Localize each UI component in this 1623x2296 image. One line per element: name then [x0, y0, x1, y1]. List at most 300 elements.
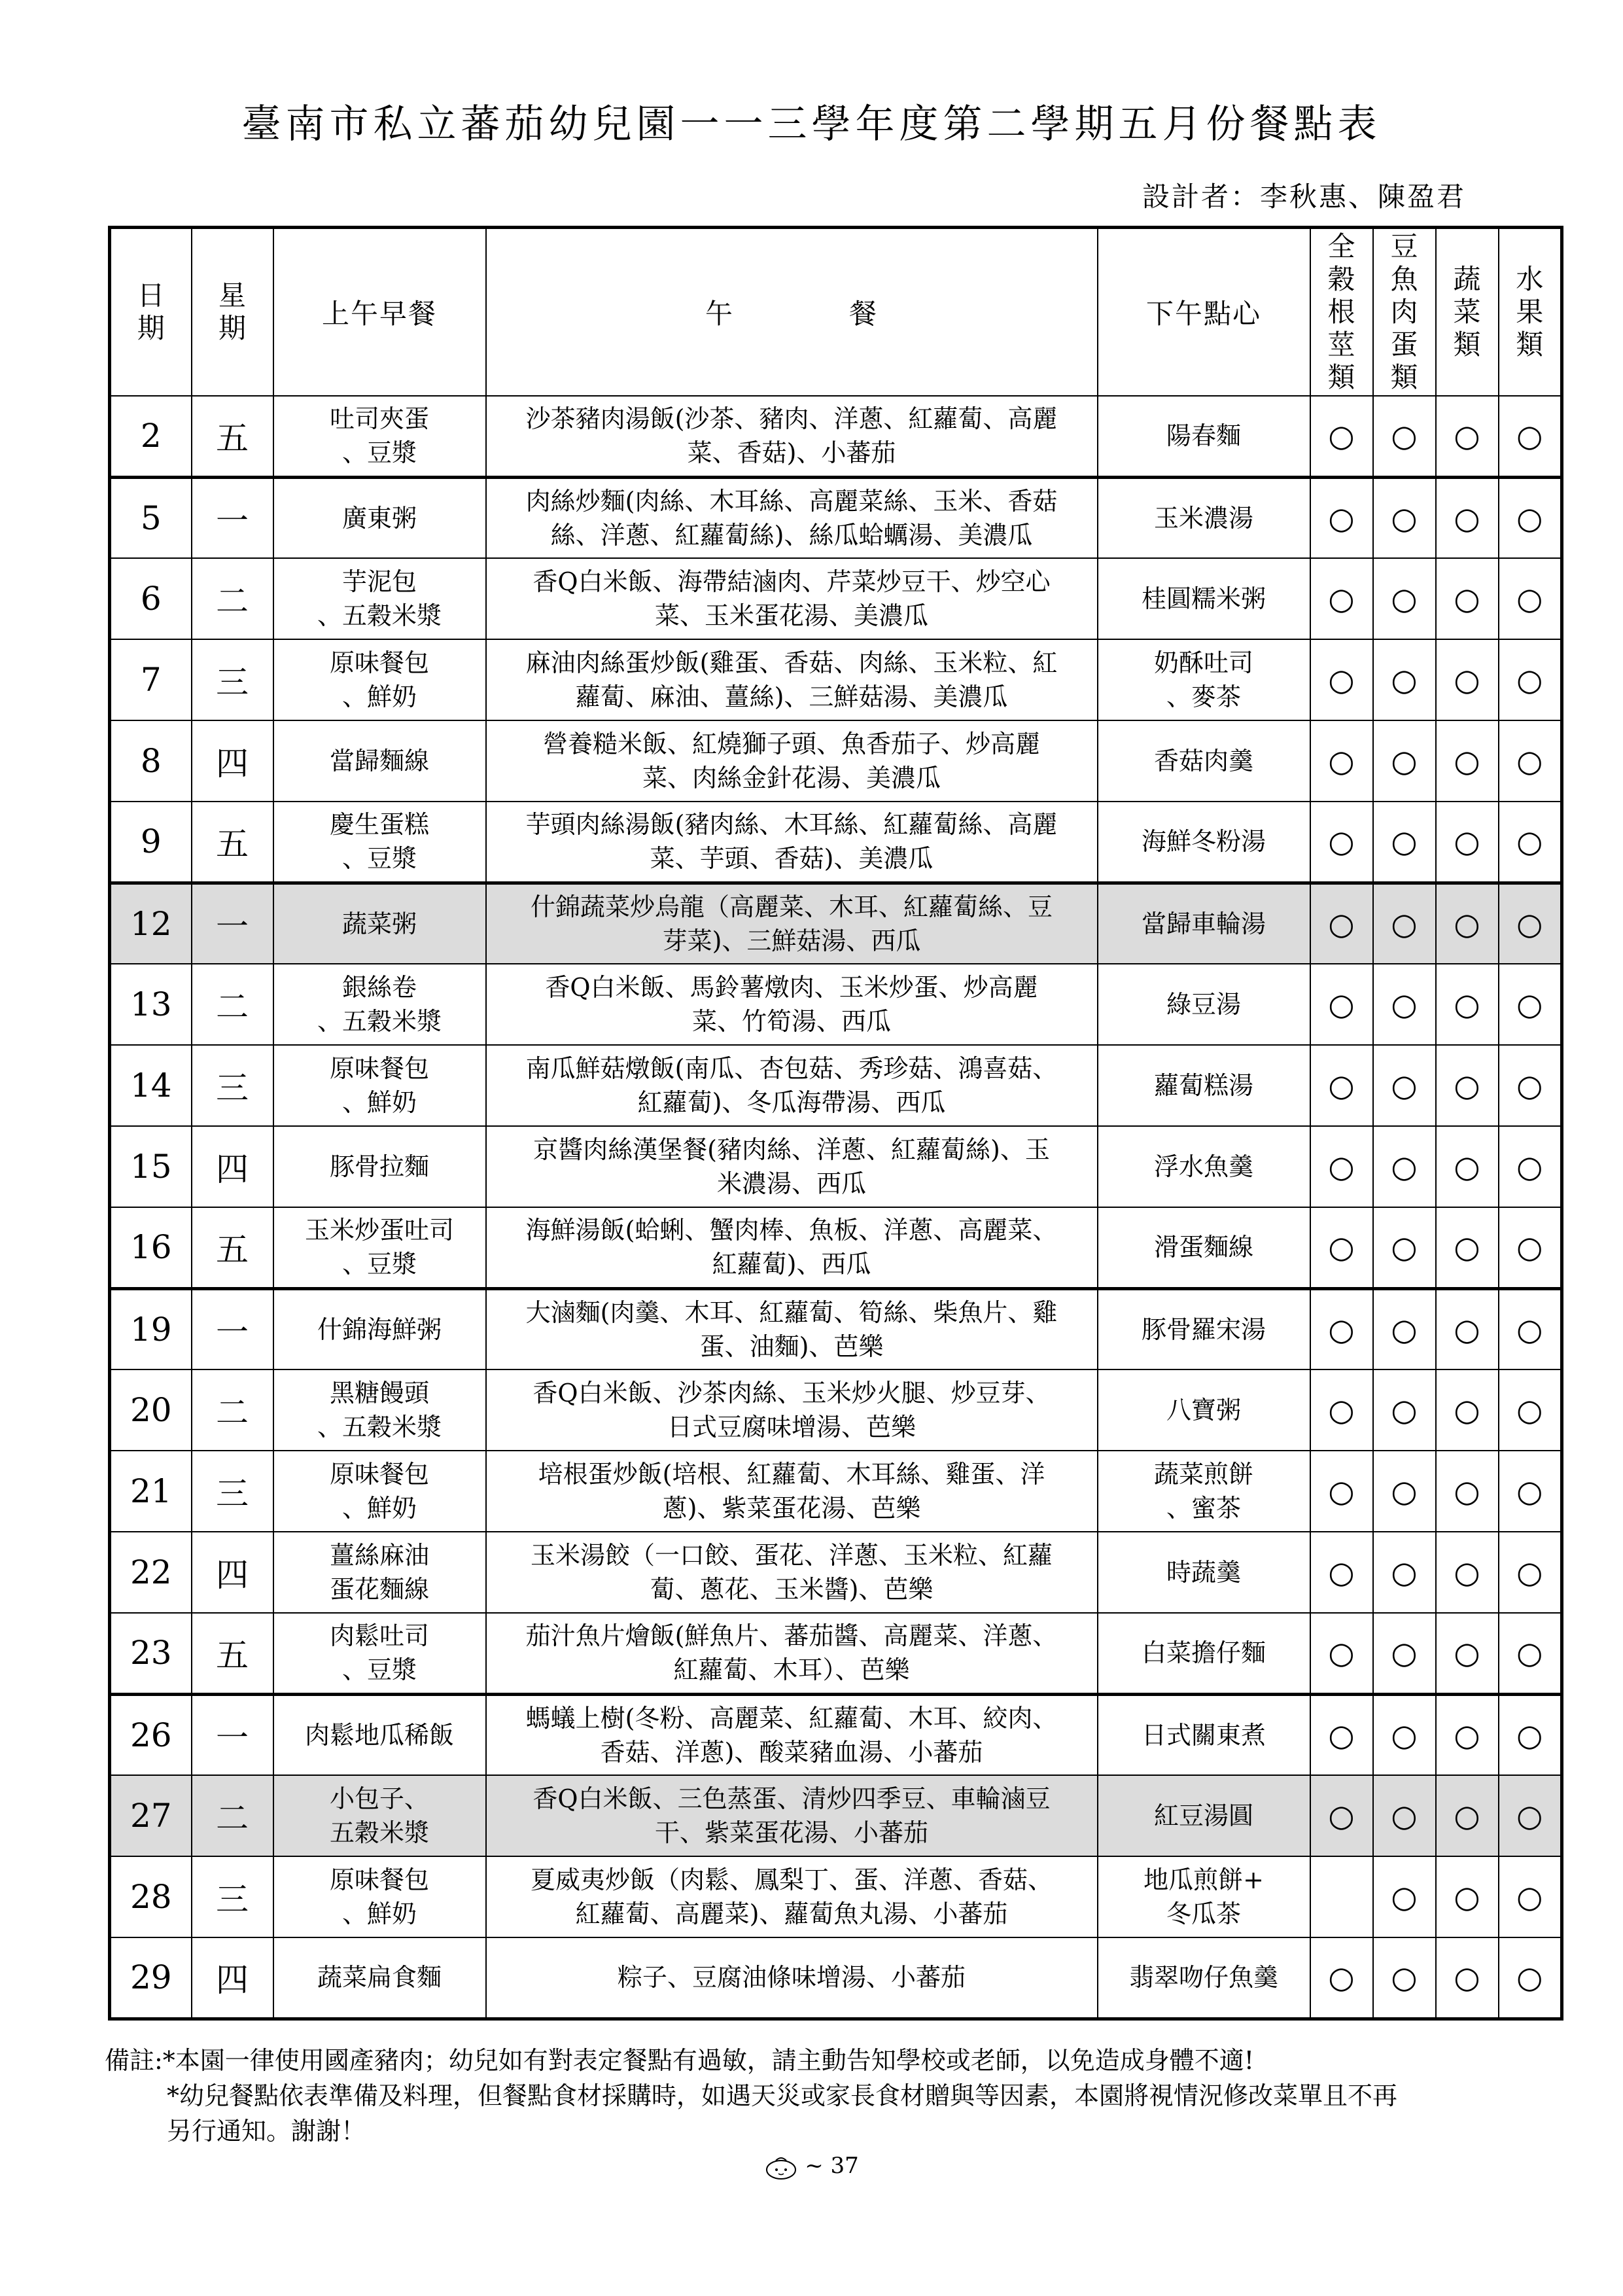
breakfast-cell — [273, 883, 486, 964]
snack-cell-line: 滑蛋麵線 — [1153, 1233, 1253, 1262]
date-cell: 26 — [110, 1694, 192, 1775]
lunch-cell-line: 蘿蔔、麻油、薑絲)、三鮮菇湯、美濃瓜 — [575, 682, 1008, 711]
fruit-mark: ○ — [1499, 1126, 1562, 1207]
breakfast-cell — [273, 1207, 486, 1288]
grains-mark: ○ — [1310, 639, 1373, 720]
date-cell: 15 — [110, 1126, 192, 1207]
weekday-cell: 五 — [192, 396, 273, 477]
table-row — [110, 639, 1562, 720]
lunch-cell-line: 菜、香菇)、小蕃茄 — [687, 438, 896, 468]
lunch-cell-line: 米濃湯、西瓜 — [716, 1169, 866, 1198]
table-row — [110, 1856, 1562, 1937]
breakfast-cell-line: 豚骨拉麵 — [329, 1152, 429, 1181]
protein-mark: ○ — [1373, 639, 1436, 720]
note-line-3: 另行通知。謝謝！ — [167, 2117, 366, 2146]
grains-mark: ○ — [1310, 558, 1373, 639]
weekday-cell: 二 — [192, 964, 273, 1045]
fruit-mark: ○ — [1499, 1369, 1562, 1451]
table-row — [110, 1613, 1562, 1694]
snack-cell — [1098, 1694, 1310, 1775]
snack-cell-line: 海鮮冬粉湯 — [1141, 827, 1266, 857]
lunch-cell — [486, 1694, 1098, 1775]
grains-mark: ○ — [1310, 802, 1373, 883]
breakfast-cell — [273, 477, 486, 558]
table-row — [110, 1694, 1562, 1775]
snack-cell-line: 時蔬羹 — [1166, 1558, 1241, 1587]
header-char: 菜 — [1453, 296, 1481, 328]
breakfast-cell — [273, 1775, 486, 1856]
designer-credit: 設計者：李秋惠、陳盈君 — [1142, 181, 1466, 213]
header-vegetables — [1436, 228, 1499, 397]
breakfast-cell — [273, 1856, 486, 1937]
snack-cell-line: 綠豆湯 — [1166, 990, 1241, 1019]
snack-cell — [1098, 396, 1310, 477]
note-line-1: 備註:*本園一律使用國產豬肉；幼兒如有對表定餐點有過敏，請主動告知學校或老師，以免造成身體不適! — [105, 2046, 1255, 2075]
weekday-cell: 三 — [192, 639, 273, 720]
lunch-cell-line: 營養糙米飯、紅燒獅子頭、魚香茄子、炒高麗 — [542, 730, 1040, 758]
breakfast-cell — [273, 1126, 486, 1207]
page-title: 臺南市私立蕃茄幼兒園一一三學年度第二學期五月份餐點表 — [241, 101, 1382, 147]
protein-mark: ○ — [1373, 558, 1436, 639]
date-cell: 12 — [110, 883, 192, 964]
snack-cell-line: 冬瓜茶 — [1166, 1899, 1241, 1928]
grains-mark: ○ — [1310, 1937, 1373, 2019]
snack-cell-line: 八寶粥 — [1166, 1396, 1241, 1424]
lunch-cell — [486, 558, 1098, 639]
weekday-cell: 一 — [192, 477, 273, 558]
lunch-cell-line: 芋頭肉絲湯飯(豬肉絲、木耳絲、紅蘿蔔絲、高麗 — [525, 810, 1058, 839]
snack-cell — [1098, 720, 1310, 802]
snack-cell-line: 地瓜煎餅+ — [1143, 1865, 1264, 1894]
fruit-mark: ○ — [1499, 1694, 1562, 1775]
veg-mark: ○ — [1436, 1369, 1499, 1451]
weekday-cell: 四 — [192, 1937, 273, 2019]
protein-mark: ○ — [1373, 1532, 1436, 1613]
protein-mark: ○ — [1373, 1775, 1436, 1856]
breakfast-cell-line: 肉鬆吐司 — [329, 1621, 429, 1651]
table-row — [110, 477, 1562, 558]
weekday-cell: 四 — [192, 720, 273, 802]
lunch-cell-line: 菜、肉絲金針花湯、美濃瓜 — [642, 764, 941, 792]
fruit-mark: ○ — [1499, 1532, 1562, 1613]
breakfast-cell — [273, 396, 486, 477]
veg-mark: ○ — [1436, 1937, 1499, 2019]
lunch-cell — [486, 1775, 1098, 1856]
lunch-cell — [486, 1451, 1098, 1532]
snack-cell-line: 香菇肉羹 — [1153, 747, 1253, 775]
lunch-cell-line: 日式豆腐味增湯、芭樂 — [667, 1413, 916, 1441]
fruit-mark: ○ — [1499, 964, 1562, 1045]
protein-mark: ○ — [1373, 1207, 1436, 1288]
grains-mark: ○ — [1310, 1694, 1373, 1775]
protein-mark: ○ — [1373, 964, 1436, 1045]
snack-cell — [1098, 883, 1310, 964]
breakfast-cell — [273, 558, 486, 639]
protein-mark: ○ — [1373, 1288, 1436, 1369]
lunch-cell-line: 香Q白米飯、馬鈴薯燉肉、玉米炒蛋、炒高麗 — [545, 973, 1038, 1002]
fruit-mark: ○ — [1499, 1207, 1562, 1288]
grains-mark: ○ — [1310, 1045, 1373, 1126]
header-char: 莖 — [1327, 328, 1355, 361]
header-char: 穀 — [1327, 263, 1355, 295]
date-cell: 5 — [110, 477, 192, 558]
fruit-mark: ○ — [1499, 1288, 1562, 1369]
header-char: 豆 — [1390, 230, 1418, 262]
breakfast-cell-line: 玉米炒蛋吐司 — [304, 1216, 454, 1245]
breakfast-cell-line: 原味餐包 — [329, 1460, 429, 1489]
table-row — [110, 1451, 1562, 1532]
breakfast-cell — [273, 1045, 486, 1126]
lunch-cell-line: 菜、芋頭、香菇)、美濃瓜 — [650, 844, 934, 874]
fruit-mark: ○ — [1499, 720, 1562, 802]
fruit-mark: ○ — [1499, 558, 1562, 639]
date-cell: 20 — [110, 1369, 192, 1451]
grains-mark: ○ — [1310, 1451, 1373, 1532]
breakfast-cell-line: 、豆漿 — [341, 844, 417, 874]
veg-mark: ○ — [1436, 964, 1499, 1045]
breakfast-cell-line: 什錦海鮮粥 — [317, 1315, 442, 1344]
snack-cell — [1098, 1775, 1310, 1856]
breakfast-cell-line: 、豆漿 — [341, 1250, 417, 1279]
weekday-cell: 四 — [192, 1126, 273, 1207]
snack-cell — [1098, 1045, 1310, 1126]
grains-mark: ○ — [1310, 1532, 1373, 1613]
lunch-cell — [486, 720, 1098, 802]
table-row — [110, 396, 1562, 477]
grains-mark: ○ — [1310, 720, 1373, 802]
fruit-mark: ○ — [1499, 396, 1562, 477]
table-row — [110, 1532, 1562, 1613]
veg-mark: ○ — [1436, 1613, 1499, 1694]
lunch-cell-line: 培根蛋炒飯(培根、紅蘿蔔、木耳絲、雞蛋、洋 — [538, 1460, 1045, 1489]
snack-cell-line: 桂圓糯米粥 — [1141, 584, 1266, 613]
weekday-cell: 三 — [192, 1045, 273, 1126]
header-char: 日 — [137, 279, 165, 311]
table-row — [110, 1045, 1562, 1126]
breakfast-cell — [273, 1451, 486, 1532]
table-row — [110, 1288, 1562, 1369]
breakfast-cell-line: 、鮮奶 — [341, 1899, 417, 1928]
notes — [105, 2043, 1544, 2149]
protein-mark: ○ — [1373, 477, 1436, 558]
lunch-cell-line: 香Q白米飯、沙茶肉絲、玉米炒火腿、炒豆芽、 — [532, 1379, 1051, 1407]
fruit-mark: ○ — [1499, 477, 1562, 558]
breakfast-cell-line: 芋泥包 — [341, 567, 417, 596]
veg-mark: ○ — [1436, 396, 1499, 477]
header-char: 蛋 — [1390, 328, 1418, 361]
header-char: 星 — [218, 279, 246, 311]
protein-mark: ○ — [1373, 802, 1436, 883]
lunch-cell — [486, 639, 1098, 720]
breakfast-cell — [273, 1694, 486, 1775]
veg-mark: ○ — [1436, 558, 1499, 639]
date-cell: 22 — [110, 1532, 192, 1613]
weekday-cell: 三 — [192, 1451, 273, 1532]
snack-cell — [1098, 1451, 1310, 1532]
lunch-cell-line: 海鮮湯飯(蛤蜊、蟹肉棒、魚板、洋蔥、高麗菜、 — [525, 1216, 1058, 1245]
weekday-cell: 四 — [192, 1532, 273, 1613]
date-cell: 13 — [110, 964, 192, 1045]
grains-mark: ○ — [1310, 1288, 1373, 1369]
grains-mark: ○ — [1310, 1126, 1373, 1207]
snack-cell-line: 日式關東煮 — [1141, 1720, 1266, 1750]
veg-mark: ○ — [1436, 1288, 1499, 1369]
breakfast-cell-line: 吐司夾蛋 — [329, 404, 429, 434]
snack-cell-line: 紅豆湯圓 — [1153, 1801, 1253, 1830]
breakfast-cell-line: 原味餐包 — [329, 1054, 429, 1083]
grains-mark: ○ — [1310, 883, 1373, 964]
header-char: 肉 — [1390, 296, 1418, 328]
grains-mark: ○ — [1310, 1369, 1373, 1451]
header-protein — [1373, 228, 1436, 397]
breakfast-cell — [273, 802, 486, 883]
header-char: 期 — [137, 312, 165, 344]
snack-cell-line: 蔬菜煎餅 — [1153, 1460, 1253, 1489]
breakfast-cell-line: 、豆漿 — [341, 438, 417, 468]
veg-mark: ○ — [1436, 477, 1499, 558]
breakfast-cell-line: 當歸麵線 — [329, 747, 429, 775]
protein-mark: ○ — [1373, 883, 1436, 964]
breakfast-cell — [273, 1937, 486, 2019]
lunch-cell-line: 菜、玉米蛋花湯、美濃瓜 — [654, 601, 928, 630]
breakfast-cell-line: 原味餐包 — [329, 648, 429, 677]
snack-cell — [1098, 477, 1310, 558]
lunch-cell-line: 香Q白米飯、三色蒸蛋、清炒四季豆、車輪滷豆 — [532, 1784, 1051, 1813]
meal-table — [108, 226, 1563, 2021]
note-line-2: *幼兒餐點依表準備及料理，但餐點食材採購時，如遇天災或家長食材贈與等因素，本園將視情況修改菜單且不再 — [167, 2081, 1398, 2110]
breakfast-cell — [273, 964, 486, 1045]
snack-cell-line: 浮水魚羹 — [1153, 1152, 1253, 1181]
breakfast-cell-line: 小包子、 — [329, 1784, 429, 1813]
breakfast-cell-line: 、豆漿 — [341, 1655, 417, 1685]
date-cell: 7 — [110, 639, 192, 720]
breakfast-cell-line: 肉鬆地瓜稀飯 — [304, 1720, 454, 1750]
snack-cell — [1098, 558, 1310, 639]
lunch-cell-line: 玉米湯餃（一口餃、蛋花、洋蔥、玉米粒、紅蘿 — [530, 1541, 1053, 1570]
grains-mark: ○ — [1310, 1207, 1373, 1288]
lunch-cell — [486, 1937, 1098, 2019]
protein-mark: ○ — [1373, 1045, 1436, 1126]
header-char: 類 — [1390, 361, 1418, 393]
veg-mark: ○ — [1436, 1045, 1499, 1126]
header-char: 類 — [1327, 361, 1355, 393]
date-cell: 6 — [110, 558, 192, 639]
date-cell: 14 — [110, 1045, 192, 1126]
grains-mark: ○ — [1310, 477, 1373, 558]
table-row — [110, 802, 1562, 883]
lunch-cell — [486, 1288, 1098, 1369]
fruit-mark: ○ — [1499, 1775, 1562, 1856]
date-cell: 9 — [110, 802, 192, 883]
header-char: 類 — [1516, 328, 1544, 361]
date-cell: 21 — [110, 1451, 192, 1532]
header-char: 蔬 — [1453, 263, 1481, 295]
header-char: 期 — [218, 312, 246, 344]
grains-mark: ○ — [1310, 396, 1373, 477]
snack-cell-line: 翡翠吻仔魚羹 — [1128, 1963, 1278, 1992]
lunch-cell-line: 蛋、油麵)、芭樂 — [699, 1332, 884, 1361]
fruit-mark: ○ — [1499, 802, 1562, 883]
veg-mark: ○ — [1436, 1126, 1499, 1207]
snack-cell — [1098, 639, 1310, 720]
protein-mark: ○ — [1373, 1369, 1436, 1451]
lunch-cell-line: 肉絲炒麵(肉絲、木耳絲、高麗菜絲、玉米、香菇 — [525, 486, 1058, 516]
table-header-row — [110, 228, 1562, 397]
snack-cell-line: 玉米濃湯 — [1153, 503, 1253, 533]
lunch-cell — [486, 1369, 1098, 1451]
weekday-cell: 二 — [192, 558, 273, 639]
snack-cell — [1098, 1937, 1310, 2019]
lunch-cell-line: 蔔、蔥花、玉米醬)、芭樂 — [650, 1575, 934, 1604]
lunch-cell-line: 紅蘿蔔、木耳）、芭樂 — [673, 1655, 910, 1685]
snack-cell-line: 、蜜茶 — [1166, 1494, 1241, 1523]
lunch-cell-line: 沙茶豬肉湯飯(沙茶、豬肉、洋蔥、紅蘿蔔、高麗 — [525, 404, 1058, 434]
table-row — [110, 1207, 1562, 1288]
weekday-cell: 五 — [192, 1207, 273, 1288]
date-cell: 27 — [110, 1775, 192, 1856]
lunch-cell-line: 菜、竹筍湯、西瓜 — [691, 1007, 891, 1036]
protein-mark: ○ — [1373, 396, 1436, 477]
date-cell: 2 — [110, 396, 192, 477]
table-row — [110, 1937, 1562, 2019]
protein-mark: ○ — [1373, 1856, 1436, 1937]
lunch-cell-line: 絲、洋蔥、紅蘿蔔絲)、絲瓜蛤蠣湯、美濃瓜 — [550, 520, 1033, 550]
snack-cell-line: 當歸車輪湯 — [1141, 909, 1266, 938]
table-row — [110, 720, 1562, 802]
weekday-cell: 三 — [192, 1856, 273, 1937]
breakfast-cell-line: 、鮮奶 — [341, 682, 417, 711]
lunch-cell-line: 干、紫菜蛋花湯、小蕃茄 — [654, 1818, 928, 1847]
breakfast-cell — [273, 720, 486, 802]
lunch-cell — [486, 1126, 1098, 1207]
table-row — [110, 1775, 1562, 1856]
header-weekday — [192, 228, 273, 397]
date-cell: 23 — [110, 1613, 192, 1694]
table-row — [110, 883, 1562, 964]
snack-cell — [1098, 1126, 1310, 1207]
protein-mark: ○ — [1373, 1937, 1436, 2019]
lunch-cell-line: 什錦蔬菜炒烏龍（高麗菜、木耳、紅蘿蔔絲、豆 — [530, 892, 1053, 921]
lunch-cell — [486, 1613, 1098, 1694]
breakfast-cell-line: 原味餐包 — [329, 1865, 429, 1894]
veg-mark: ○ — [1436, 1207, 1499, 1288]
veg-mark: ○ — [1436, 1775, 1499, 1856]
veg-mark: ○ — [1436, 1451, 1499, 1532]
veg-mark: ○ — [1436, 720, 1499, 802]
table-row — [110, 558, 1562, 639]
protein-mark: ○ — [1373, 1126, 1436, 1207]
date-cell: 19 — [110, 1288, 192, 1369]
lunch-cell-line: 紅蘿蔔)、冬瓜海帶湯、西瓜 — [637, 1088, 946, 1117]
weekday-cell: 一 — [192, 1288, 273, 1369]
breakfast-cell-line: 銀絲卷 — [341, 973, 417, 1002]
table-row — [110, 964, 1562, 1045]
breakfast-cell-line: 慶生蛋糕 — [329, 810, 429, 839]
header-char: 魚 — [1390, 263, 1418, 295]
veg-mark: ○ — [1436, 883, 1499, 964]
grains-mark — [1310, 1856, 1373, 1937]
fruit-mark: ○ — [1499, 1451, 1562, 1532]
grains-mark: ○ — [1310, 1775, 1373, 1856]
protein-mark: ○ — [1373, 720, 1436, 802]
header-date — [110, 228, 192, 397]
breakfast-cell — [273, 1613, 486, 1694]
protein-mark: ○ — [1373, 1451, 1436, 1532]
lunch-cell-line: 粽子、豆腐油條味增湯、小蕃茄 — [617, 1963, 966, 1992]
weekday-cell: 一 — [192, 1694, 273, 1775]
page-number: ~ 37 — [805, 2153, 859, 2179]
snack-cell-line: 白菜擔仔麵 — [1141, 1638, 1266, 1668]
weekday-cell: 五 — [192, 1613, 273, 1694]
lunch-cell — [486, 1856, 1098, 1937]
breakfast-cell-line: 、鮮奶 — [341, 1088, 417, 1117]
weekday-cell: 二 — [192, 1369, 273, 1451]
lunch-cell-line: 京醬肉絲漢堡餐(豬肉絲、洋蔥、紅蘿蔔絲)、玉 — [533, 1135, 1050, 1164]
breakfast-cell-line: 黑糖饅頭 — [329, 1379, 429, 1407]
fruit-mark: ○ — [1499, 1613, 1562, 1694]
page-footer — [0, 2153, 1623, 2180]
weekday-cell: 一 — [192, 883, 273, 964]
protein-mark: ○ — [1373, 1694, 1436, 1775]
snack-cell-line: 奶酥吐司 — [1153, 648, 1253, 677]
veg-mark: ○ — [1436, 1694, 1499, 1775]
lunch-cell — [486, 883, 1098, 964]
snack-cell — [1098, 1856, 1310, 1937]
veg-mark: ○ — [1436, 802, 1499, 883]
breakfast-cell — [273, 639, 486, 720]
table-row — [110, 1126, 1562, 1207]
table-row — [110, 1369, 1562, 1451]
snack-cell — [1098, 1532, 1310, 1613]
lunch-cell-line: 紅蘿蔔)、西瓜 — [712, 1250, 871, 1279]
fruit-mark: ○ — [1499, 1856, 1562, 1937]
fruit-mark: ○ — [1499, 1937, 1562, 2019]
breakfast-cell-line: 、五穀米漿 — [317, 1007, 442, 1036]
snack-cell-line: 陽春麵 — [1166, 421, 1241, 451]
veg-mark: ○ — [1436, 1532, 1499, 1613]
header-char: 果 — [1516, 296, 1544, 328]
snack-cell-line: 豚骨羅宋湯 — [1141, 1315, 1266, 1344]
breakfast-cell — [273, 1532, 486, 1613]
header-lunch: 午 餐 — [486, 228, 1098, 397]
lunch-cell — [486, 802, 1098, 883]
lunch-cell-line: 芽菜)、三鮮菇湯、西瓜 — [662, 926, 921, 955]
breakfast-cell-line: 、鮮奶 — [341, 1494, 417, 1523]
fruit-mark: ○ — [1499, 883, 1562, 964]
snack-cell — [1098, 1613, 1310, 1694]
lunch-cell-line: 香菇、洋蔥)、酸菜豬血湯、小蕃茄 — [600, 1737, 983, 1767]
breakfast-cell-line: 、五穀米漿 — [317, 601, 442, 630]
snack-cell — [1098, 1207, 1310, 1288]
lunch-cell — [486, 477, 1098, 558]
lunch-cell-line: 蔥)、紫菜蛋花湯、芭樂 — [662, 1494, 921, 1523]
grains-mark: ○ — [1310, 1613, 1373, 1694]
snack-cell — [1098, 802, 1310, 883]
lunch-cell-line: 茄汁魚片燴飯(鮮魚片、蕃茄醬、高麗菜、洋蔥、 — [525, 1621, 1058, 1651]
snack-cell — [1098, 964, 1310, 1045]
header-char: 水 — [1516, 263, 1544, 295]
lunch-cell — [486, 1207, 1098, 1288]
lunch-cell-line: 紅蘿蔔、高麗菜)、蘿蔔魚丸湯、小蕃茄 — [575, 1899, 1008, 1928]
date-cell: 16 — [110, 1207, 192, 1288]
veg-mark: ○ — [1436, 1856, 1499, 1937]
header-snack: 下午點心 — [1098, 228, 1310, 397]
lunch-cell-line: 南瓜鮮菇燉飯(南瓜、杏包菇、秀珍菇、鴻喜菇、 — [525, 1054, 1058, 1083]
lunch-cell — [486, 1045, 1098, 1126]
breakfast-cell-line: 薑絲麻油 — [329, 1541, 429, 1570]
snack-cell-line: 、麥茶 — [1166, 682, 1241, 711]
lunch-cell-line: 大滷麵(肉羹、木耳、紅蘿蔔、筍絲、柴魚片、雞 — [525, 1298, 1058, 1327]
